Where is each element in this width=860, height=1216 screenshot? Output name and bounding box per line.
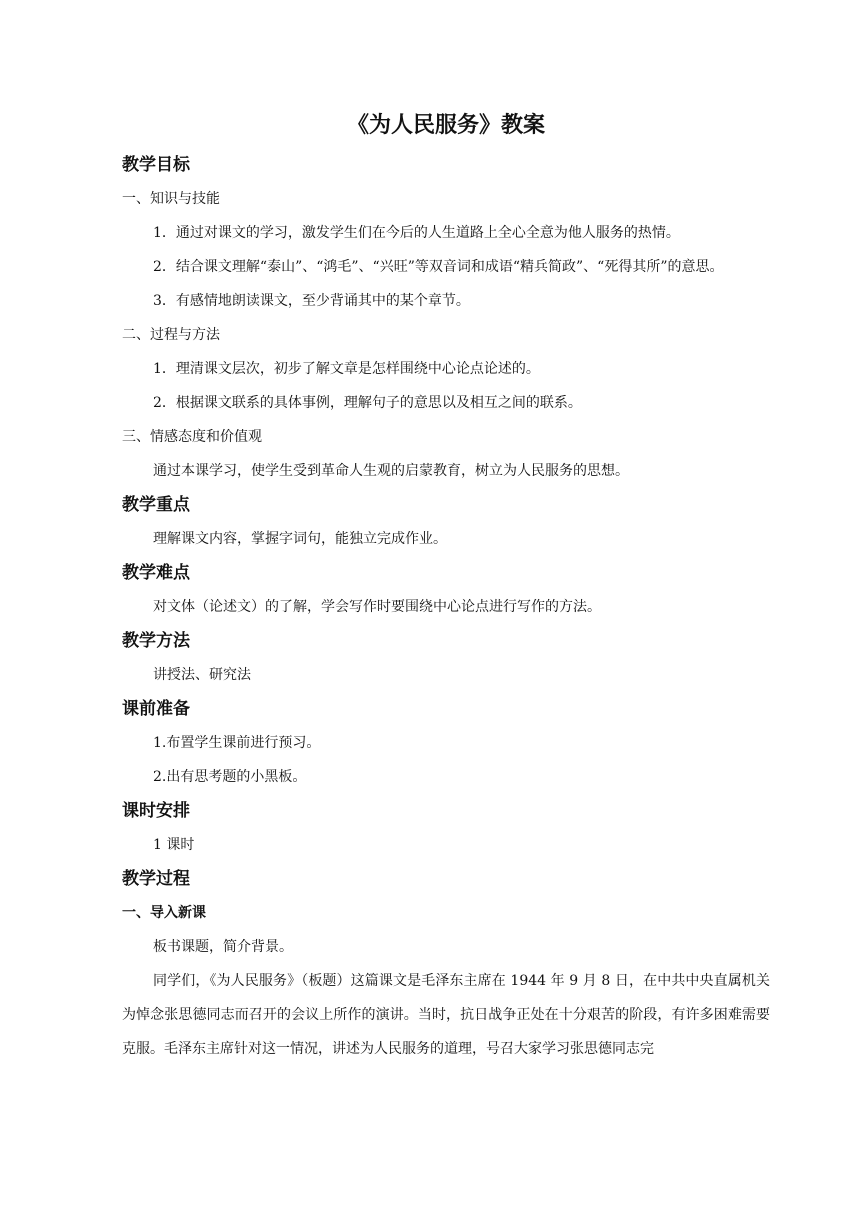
document-title: 《为人民服务》教案 bbox=[346, 113, 545, 138]
paragraph: 1 课时 bbox=[153, 837, 195, 853]
subheading-knowledge-skills: 一、知识与技能 bbox=[122, 191, 220, 207]
heading-preparation: 课前准备 bbox=[122, 699, 190, 719]
heading-schedule: 课时安排 bbox=[122, 801, 190, 821]
paragraph: 3．有感情地朗读课文，至少背诵其中的某个章节。 bbox=[153, 293, 470, 309]
paragraph: 通过本课学习，使学生受到革命人生观的启蒙教育，树立为人民服务的思想。 bbox=[153, 463, 629, 479]
paragraph: 1．通过对课文的学习，激发学生们在今后的人生道路上全心全意为他人服务的热情。 bbox=[153, 225, 680, 241]
paragraph: 同学们，《为人民服务》（板题）这篇课文是毛泽东主席在 1944 年 9 月 8 日，在中共中央直属机关为悼念张思德同志而召开的会议上所作的演讲。当时，抗日战争正处在十分艰苦的阶段，有许多困难需要克服。毛泽东主席针对这一情况，讲述为人民服务的道理，号召大家学习张思德同志完 bbox=[122, 973, 770, 1057]
paragraph: 1.布置学生课前进行预习。 bbox=[153, 735, 321, 751]
document-body bbox=[122, 110, 770, 1066]
paragraph: 2．根据课文联系的具体事例，理解句子的意思以及相互之间的联系。 bbox=[153, 395, 582, 411]
paragraph: 讲授法、研究法 bbox=[153, 667, 251, 683]
paragraph: 板书课题，简介背景。 bbox=[153, 939, 293, 955]
heading-teaching-methods: 教学方法 bbox=[122, 631, 190, 651]
heading-teaching-goals: 教学目标 bbox=[122, 155, 190, 175]
paragraph: 理解课文内容，掌握字词句，能独立完成作业。 bbox=[153, 531, 447, 547]
paragraph: 2．结合课文理解“泰山”、“鸿毛”、“兴旺”等双音词和成语“精兵简政”、“死得其所”的意思。 bbox=[153, 259, 724, 275]
heading-teaching-process: 教学过程 bbox=[122, 869, 190, 889]
paragraph: 2.出有思考题的小黑板。 bbox=[153, 769, 307, 785]
heading-key-points: 教学重点 bbox=[122, 495, 190, 515]
heading-difficulties: 教学难点 bbox=[122, 563, 190, 583]
paragraph: 1．理清课文层次，初步了解文章是怎样围绕中心论点论述的。 bbox=[153, 361, 540, 377]
paragraph: 对文体（论述文）的了解，学会写作时要围绕中心论点进行写作的方法。 bbox=[153, 599, 601, 615]
subheading-values: 三、情感态度和价值观 bbox=[122, 429, 262, 445]
subheading-process-method: 二、过程与方法 bbox=[122, 327, 220, 343]
subheading-intro: 一、导入新课 bbox=[122, 905, 206, 921]
